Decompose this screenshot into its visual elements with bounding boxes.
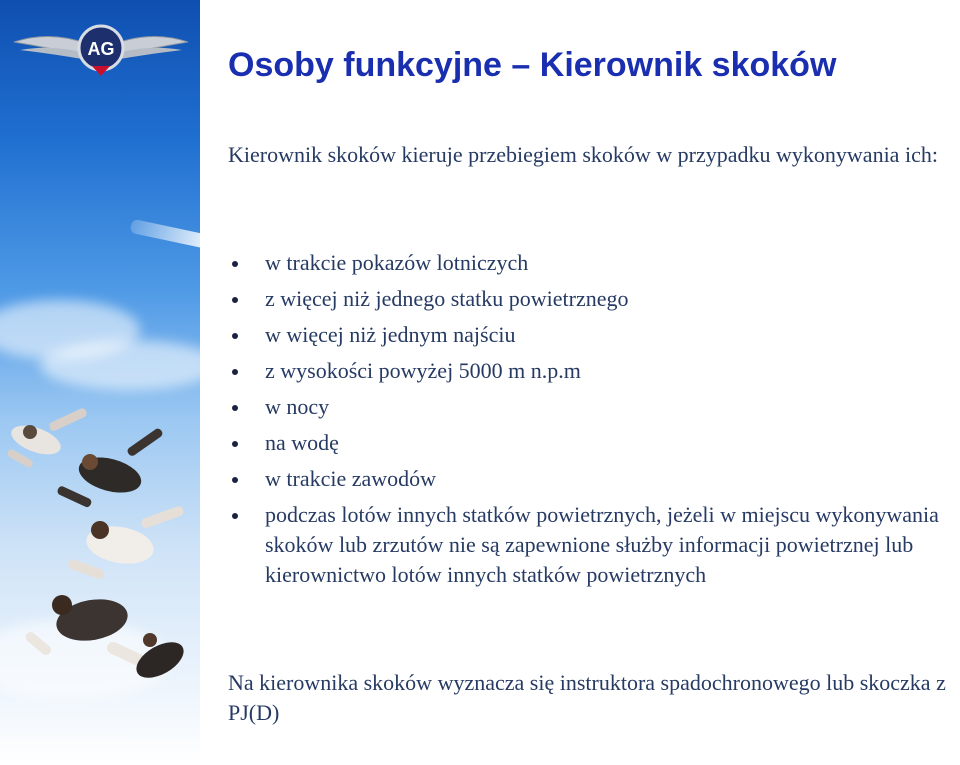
intro-paragraph: Kierownik skoków kieruje przebiegiem skoków w przypadku wykonywania ich: <box>228 142 938 167</box>
skydiver <box>67 505 185 580</box>
aircraft-wing <box>130 219 200 251</box>
list-item-text: w trakcie zawodów <box>265 466 437 491</box>
bullet-icon <box>232 297 238 303</box>
bullet-list <box>228 248 960 596</box>
skydiver <box>6 407 88 469</box>
list-item-text: w nocy <box>265 394 330 419</box>
skydiver <box>24 594 156 672</box>
ag-winged-logo <box>10 22 192 80</box>
list-item <box>228 464 960 494</box>
bullet-icon <box>232 513 238 519</box>
outro-paragraph: Na kierownika skoków wyznacza się instruktora spadochronowego lub skoczka z PJ(D) <box>228 670 946 725</box>
list-item <box>228 248 960 278</box>
slide-title: Osoby funkcyjne – Kierownik skoków <box>228 46 837 84</box>
logo-text: AG <box>87 39 115 59</box>
list-item-text: z więcej niż jednego statku powietrznego <box>265 286 629 311</box>
list-item <box>228 284 960 314</box>
list-item <box>228 392 960 422</box>
skydivers-formation-image <box>0 390 200 710</box>
list-item <box>228 428 960 458</box>
skydiver <box>56 427 164 508</box>
list-item-text: w trakcie pokazów lotniczych <box>265 250 529 275</box>
skydiving-photo-panel <box>0 0 200 765</box>
cloud <box>40 340 200 390</box>
list-item <box>228 500 960 590</box>
list-item <box>228 320 960 350</box>
bullet-icon <box>232 405 238 411</box>
bullet-icon <box>232 369 238 375</box>
bullet-icon <box>232 477 238 483</box>
bullet-icon <box>232 441 238 447</box>
bullet-icon <box>232 261 238 267</box>
list-item <box>228 356 960 386</box>
list-item-text: na wodę <box>265 430 339 455</box>
bullet-icon <box>232 333 238 339</box>
list-item-text: podczas lotów innych statków powietrznych, jeżeli w miejscu wykonywania skoków lub zrzutów nie są zapewnione służby informacji powietrznej lub kierownictwo lotów innych statków powietrznych <box>265 502 939 587</box>
list-item-text: z wysokości powyżej 5000 m n.p.m <box>265 358 581 383</box>
list-item-text: w więcej niż jednym najściu <box>265 322 516 347</box>
